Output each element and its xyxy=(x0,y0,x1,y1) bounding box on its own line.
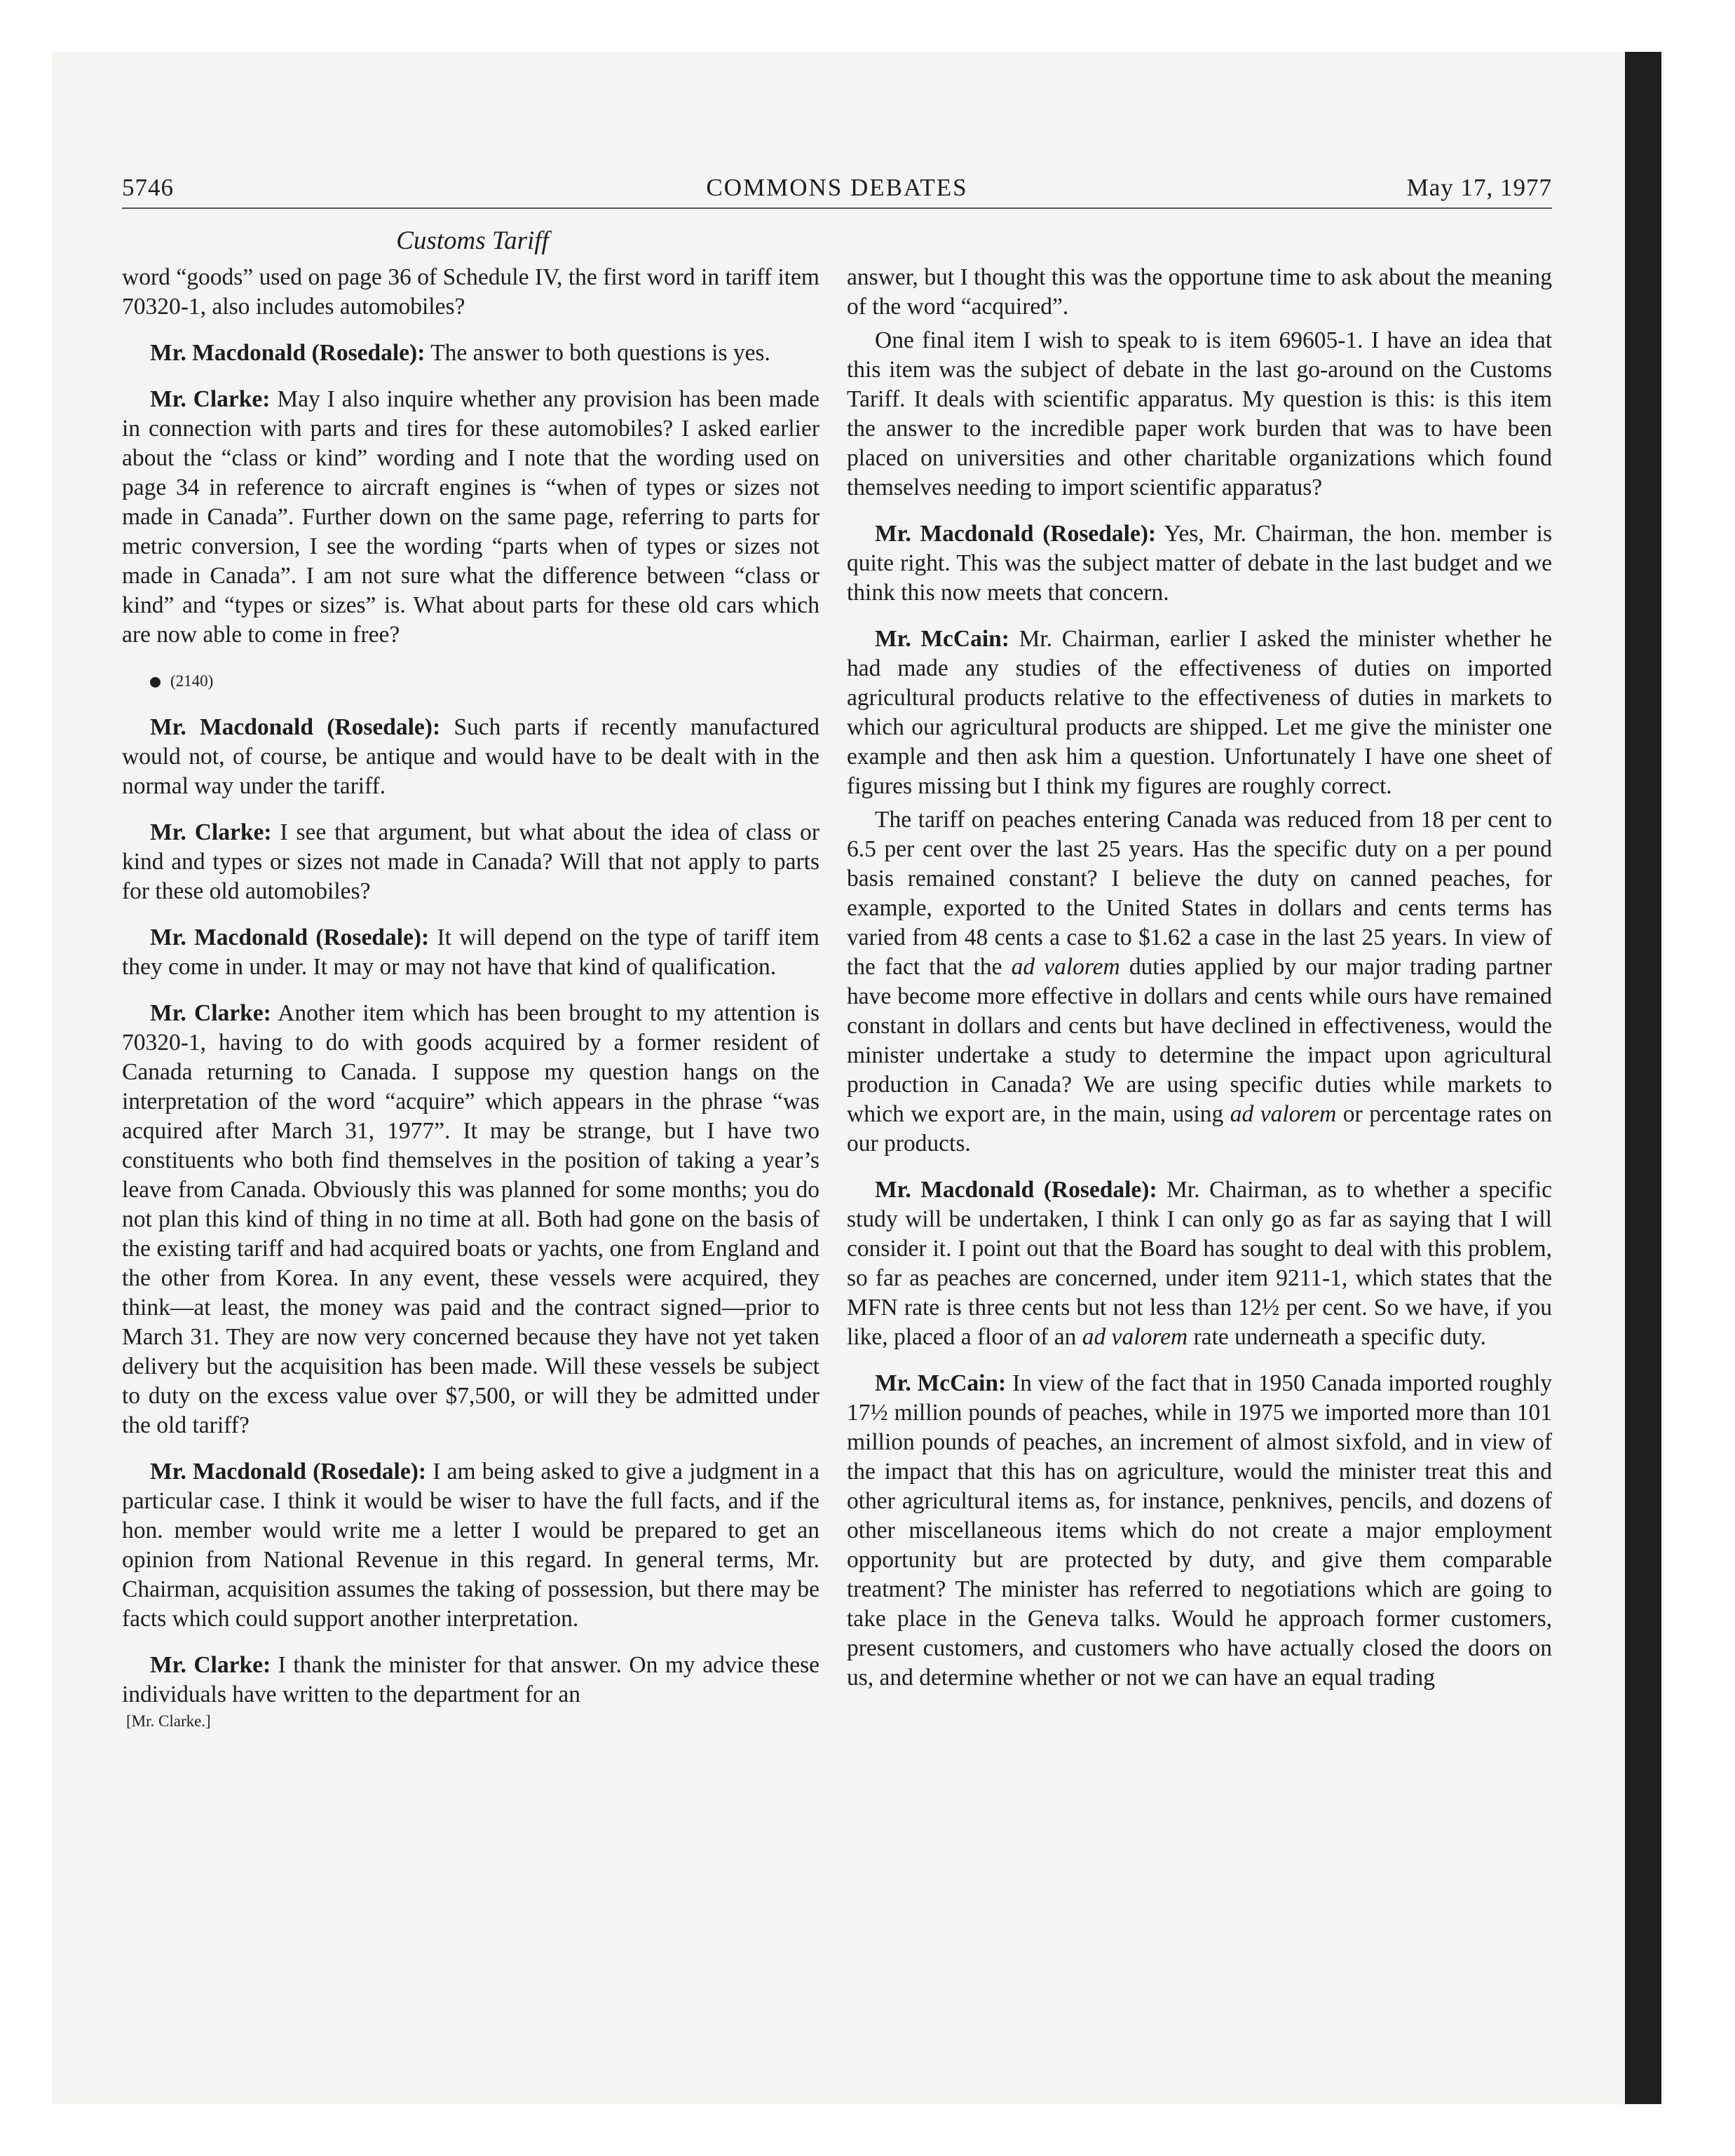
speaker-name: Mr. Macdonald (Rosedale): xyxy=(150,925,430,950)
speech-text: duties applied by our major trading partner have become more effective in dollars and cents while ours have remained constant in dollars and cents but have declined in effectiveness, would the minister undertake a study to determine the impact upon agricultural production in Canada? We are using specific duties while markets to which we export are, in the main, using xyxy=(847,954,1552,1127)
left-column xyxy=(122,263,819,1732)
speaker-name: Mr. Macdonald (Rosedale): xyxy=(875,521,1157,547)
paragraph xyxy=(122,385,819,650)
paragraph xyxy=(122,339,819,368)
speaker-name: Mr. Macdonald (Rosedale): xyxy=(875,1177,1157,1203)
speech-text: Another item which has been brought to my attention is 70320-1, having to do with goods acquired by a former resident of Canada returning to Canada. I suppose my question hangs on the interpretation of the word “acquire” which appears in the phrase “was acquired after March 31, 1977”. It may be strange, but I have two constituents who both find themselves in the position of taking a year’s leave from Canada. Obviously this was planned for some months; you do not plan this kind of thing in no time at all. Both had gone on the basis of the existing tariff and had acquired boats or yachts, one from England and the other from Korea. In any event, these vessels were acquired, they think—at least, the money was paid and the contract signed—prior to March 31. They are now very concerned because they have not yet taken delivery but the acquisition has been made. Will these vessels be subject to duty on the excess value over $7,500, or will they be admitted under the old tariff? xyxy=(122,1000,819,1438)
page-number: 5746 xyxy=(122,174,174,201)
speech-text: or percentage rates on our products. xyxy=(847,1101,1553,1157)
speaker-name: Mr. Clarke: xyxy=(150,1000,271,1026)
speech-text: Such parts if recently manufactured would not, of course, be antique and would have to be dealt with in the normal way under the tariff. xyxy=(122,714,819,799)
speech-text: rate underneath a specific duty. xyxy=(1188,1324,1486,1350)
paragraph: word “goods” used on page 36 of Schedule IV, the first word in tariff item 70320-1, also includes automobiles? xyxy=(122,264,819,320)
paragraph xyxy=(122,1651,819,1710)
speech-text: Mr. Chairman, earlier I asked the minister whether he had made any studies of the effectiveness of duties on imported agricultural products relative to the effectiveness of duties in markets to which our agricultural products are shipped. Let me give the minister one example and then ask him a question. Unfortunately I have one sheet of figures missing but I think my figures are roughly correct. xyxy=(847,626,1553,799)
speech-text: May I also inquire whether any provision has been made in connection with parts and tires for these automobiles? I asked earlier about the “class or kind” wording and I note that the wording used on page 34 in reference to aircraft engines is “when of types or sizes not made in Canada”. Further down on the same page, referring to parts for metric conversion, I see the wording “parts when of types or sizes not made in Canada”. I am not sure what the difference between “class or kind” and “types or sizes” is. What about parts for these old cars which are now able to come in free? xyxy=(122,386,819,648)
paragraph xyxy=(847,1175,1552,1352)
italic-term: ad valorem xyxy=(1082,1324,1188,1350)
speaker-name: Mr. Macdonald (Rosedale): xyxy=(150,1459,427,1485)
paragraph xyxy=(122,818,819,906)
paragraph xyxy=(122,1457,819,1634)
speaker-name: Mr. McCain: xyxy=(875,626,1009,652)
speech-text: I am being asked to give a judgment in a particular case. I think it would be wiser to have the full facts, and if the hon. member would write me a letter I would be prepared to get an opinion from National Revenue in this regard. In general terms, Mr. Chairman, acquisition assumes the taking of possession, but there may be facts which could support another interpretation. xyxy=(122,1459,819,1632)
speech-text: In view of the fact that in 1950 Canada imported roughly 17½ million pounds of peaches, while in 1975 we imported more than 101 million pounds of peaches, an increment of almost sixfold, and in view of the impact that this has on agriculture, would the minister treat this and other agricultural items as, for instance, penknives, pencils, and dozens of other miscellaneous items which do not create a major employment opportunity but are protected by duty, and give them comparable treatment? The minister has referred to negotiations which are going to take place in the Geneva talks. Would he approach former customers, present customers, and customers who have actually closed the doors on us, and determine whether or not we can have an equal trading xyxy=(847,1370,1553,1691)
speech-text: It will depend on the type of tariff item they come in under. It may or may not have that kind of qualification. xyxy=(122,925,819,980)
page-date: May 17, 1977 xyxy=(1406,174,1552,201)
time-marker xyxy=(122,667,819,696)
speaker-name: Mr. Clarke: xyxy=(150,386,271,412)
speech-text: The tariff on peaches entering Canada was reduced from 18 per cent to 6.5 per cent over the last 25 years. Has the specific duty on a per pound basis remained constant? I believe the duty on canned peaches, for example, exported to the United States in dollars and cents terms has varied from 48 cents a case to $1.62 a case in the last 25 years. In view of the fact that the xyxy=(847,807,1552,980)
section-subhead: Customs Tariff xyxy=(396,226,549,255)
right-column xyxy=(847,263,1552,1710)
speaker-name: Mr. McCain: xyxy=(875,1370,1007,1396)
paragraph xyxy=(122,999,819,1440)
speech-text: Yes, Mr. Chairman, the hon. member is quite right. This was the subject matter of debate in the last budget and we think this now meets that concern. xyxy=(847,521,1552,606)
bullet-dot-icon xyxy=(150,677,161,688)
paragraph xyxy=(847,1369,1552,1693)
paragraph xyxy=(847,805,1552,1159)
speaker-name: Mr. Macdonald (Rosedale): xyxy=(150,714,441,740)
speaker-name: Mr. Macdonald (Rosedale): xyxy=(150,340,426,366)
scan-edge-bar xyxy=(1625,52,1661,2104)
italic-term: ad valorem xyxy=(1011,954,1120,980)
speech-text: I see that argument, but what about the idea of class or kind and types or sizes not made in Canada? Will that not apply to parts for these old automobiles? xyxy=(122,819,819,904)
speech-text: I thank the minister for that answer. On my advice these individuals have written to the department for an xyxy=(122,1652,820,1707)
paragraph xyxy=(122,923,819,982)
paragraph xyxy=(847,519,1552,608)
speaker-footnote: [Mr. Clarke.] xyxy=(126,1712,211,1730)
speech-text: Mr. Chairman, as to whether a specific study will be undertaken, I think I can only go as far as saying that I will consider it. I point out that the Board has sought to deal with this problem, so far as peaches are concerned, under item 9211-1, which states that the MFN rate is three cents but not less than 12½ per cent. So we have, if you like, placed a floor of an xyxy=(847,1177,1552,1350)
paragraph xyxy=(847,625,1552,801)
paragraph xyxy=(122,713,819,801)
speech-text: The answer to both questions is yes. xyxy=(425,340,770,366)
paragraph: answer, but I thought this was the opportune time to ask about the meaning of the word “acquired”. xyxy=(847,264,1552,320)
paragraph: One final item I wish to speak to is item 69605-1. I have an idea that this item was the subject of debate in the last go-around on the Customs Tariff. It deals with scientific apparatus. My question is this: is this item the answer to the incredible paper work burden that was to have been placed on universities and other charitable organizations which found themselves needing to import scientific apparatus? xyxy=(847,327,1552,500)
speaker-name: Mr. Clarke: xyxy=(150,1652,271,1678)
speaker-name: Mr. Clarke: xyxy=(150,819,272,845)
publication-title: COMMONS DEBATES xyxy=(706,174,968,201)
italic-term: ad valorem xyxy=(1230,1101,1337,1127)
time-marker-text: (2140) xyxy=(170,672,214,690)
page-header xyxy=(122,174,1552,209)
